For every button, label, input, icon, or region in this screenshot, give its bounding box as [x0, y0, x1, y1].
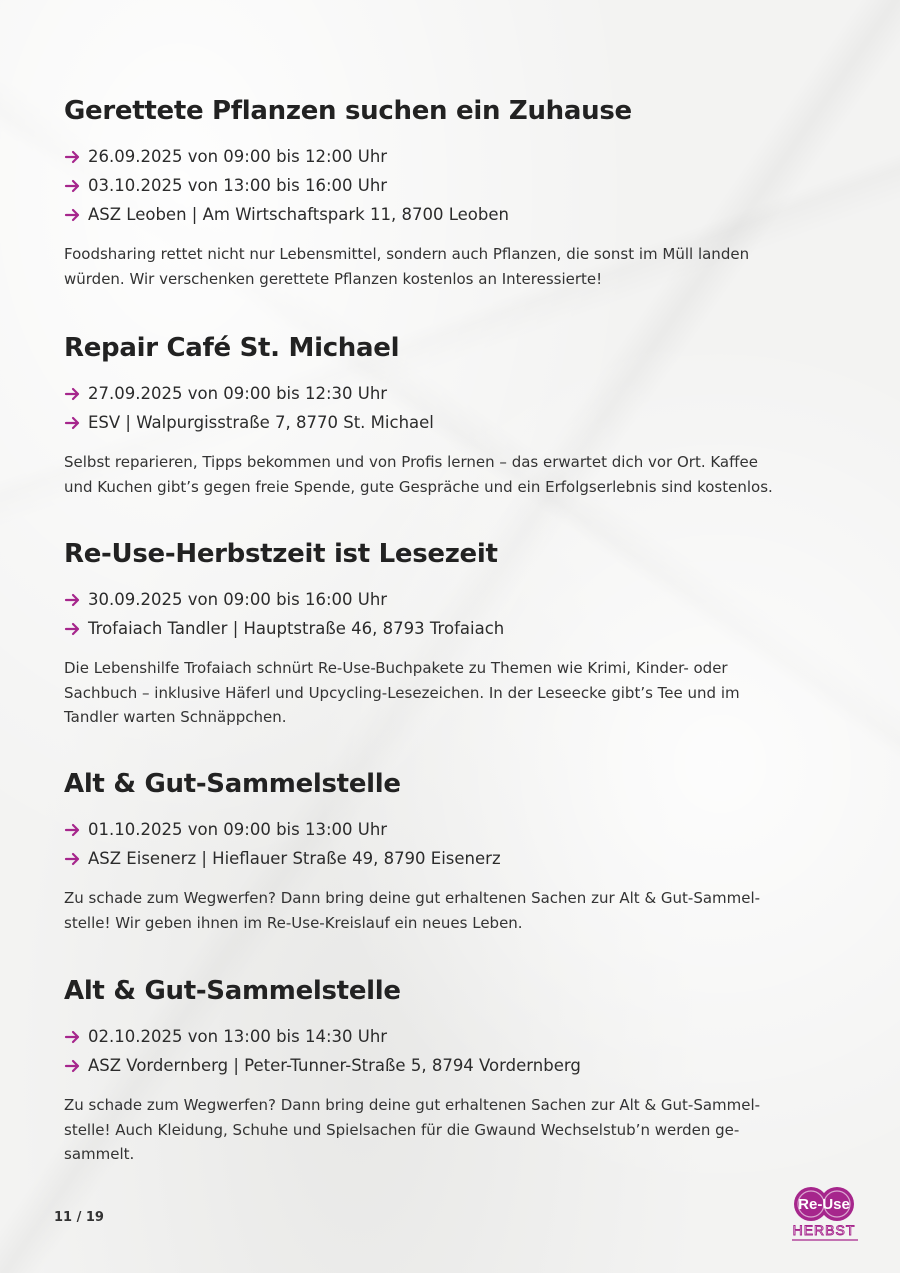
event-description: Zu schade zum Wegwerfen? Dann bring deine gut erhaltenen Sachen zur Alt & Gut-Sammel- stelle! Auch Kleidung, Schuhe und Spielsachen für die Gwaund Wechselstub’n werden ge- sammelt. — [64, 1096, 761, 1163]
event-section-5 — [64, 974, 844, 1167]
event-details — [64, 585, 844, 643]
reuse-herbst-logo — [782, 1185, 868, 1247]
event-section-4 — [64, 767, 844, 935]
arrow-right-icon — [64, 387, 81, 401]
event-title: Repair Café St. Michael — [64, 333, 400, 363]
event-title: Alt & Gut-Sammelstelle — [64, 769, 401, 799]
event-section-2 — [64, 331, 844, 499]
arrow-right-icon — [64, 593, 81, 607]
logo-text-reuse: Re-Use — [798, 1196, 850, 1213]
event-description: Foodsharing rettet nicht nur Lebensmittel, sondern auch Pflanzen, die sonst im Müll landen würden. Wir verschenken gerettete Pflanzen kostenlos an Interessierte! — [64, 245, 750, 288]
event-date: 02.10.2025 von 13:00 bis 14:30 Uhr — [64, 1022, 844, 1051]
event-date: 27.09.2025 von 09:00 bis 12:30 Uhr — [64, 379, 844, 408]
event-date: 03.10.2025 von 13:00 bis 16:00 Uhr — [64, 171, 844, 200]
arrow-right-icon — [64, 179, 81, 193]
arrow-right-icon — [64, 823, 81, 837]
event-section-3 — [64, 537, 844, 730]
event-location: ASZ Leoben | Am Wirtschaftspark 11, 8700 Leoben — [64, 200, 844, 229]
event-location: ESV | Walpurgisstraße 7, 8770 St. Michael — [64, 408, 844, 437]
event-title: Alt & Gut-Sammelstelle — [64, 976, 401, 1006]
arrow-right-icon — [64, 1030, 81, 1044]
event-details — [64, 142, 844, 229]
event-details — [64, 379, 844, 437]
event-title: Re-Use-Herbstzeit ist Lesezeit — [64, 539, 498, 569]
arrow-right-icon — [64, 622, 81, 636]
arrow-right-icon — [64, 208, 81, 222]
arrow-right-icon — [64, 1059, 81, 1073]
event-date: 01.10.2025 von 09:00 bis 13:00 Uhr — [64, 815, 844, 844]
logo-text-herbst: HERBST — [792, 1222, 856, 1238]
page-number: 11 / 19 — [54, 1210, 104, 1225]
event-location: ASZ Vordernberg | Peter-Tunner-Straße 5, 8794 Vordernberg — [64, 1051, 844, 1080]
event-description: Die Lebenshilfe Trofaiach schnürt Re-Use-Buchpakete zu Themen wie Krimi, Kinder- oder Sachbuch – inklusive Häferl und Upcycling-Lesezeichen. In der Leseecke gibt’s Tee und im Tandler warten Schnäppchen. — [64, 659, 740, 726]
event-location: ASZ Eisenerz | Hieflauer Straße 49, 8790 Eisenerz — [64, 844, 844, 873]
event-description: Zu schade zum Wegwerfen? Dann bring deine gut erhaltenen Sachen zur Alt & Gut-Sammel- stelle! Wir geben ihnen im Re-Use-Kreislauf ein neues Leben. — [64, 889, 761, 932]
event-details — [64, 815, 844, 873]
arrow-right-icon — [64, 150, 81, 164]
event-section-1 — [64, 94, 844, 291]
arrow-right-icon — [64, 852, 81, 866]
event-date: 30.09.2025 von 09:00 bis 16:00 Uhr — [64, 585, 844, 614]
arrow-right-icon — [64, 416, 81, 430]
event-description: Selbst reparieren, Tipps bekommen und von Profis lernen – das erwartet dich vor Ort. Kaffee und Kuchen gibt’s gegen freie Spende, gute Gespräche und ein Erfolgserlebnis sind kostenlos. — [64, 453, 773, 496]
event-details — [64, 1022, 844, 1080]
event-location: Trofaiach Tandler | Hauptstraße 46, 8793 Trofaiach — [64, 614, 844, 643]
event-date: 26.09.2025 von 09:00 bis 12:00 Uhr — [64, 142, 844, 171]
event-title: Gerettete Pflanzen suchen ein Zuhause — [64, 96, 632, 126]
